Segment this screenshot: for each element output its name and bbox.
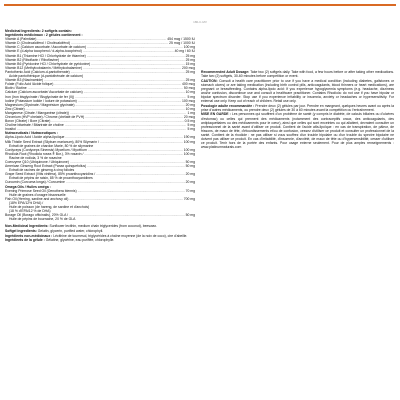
ingredient-name: Pantothenic Acid (Calcium-d-pantothenate) .....	[5, 70, 185, 74]
product-code: 180-C-MV	[193, 20, 207, 24]
ingredient-amount: 20 mg	[185, 102, 195, 107]
ingredient-amount: 5 mg	[187, 123, 195, 128]
ingredient-amount: 20 mg	[185, 180, 195, 185]
ingredient-name: Magnesium (Glycinate / Magnésium glycinate) .....	[5, 103, 185, 107]
ingredient-amount: 25 mg	[185, 69, 195, 74]
ingredient-amount: 100 mg	[183, 147, 195, 152]
ingredient-amount: 25 mg	[185, 78, 195, 83]
ingredient-name: Iron (Iron bisglycinate / Bisglycinate de fer (II)) .....	[5, 95, 186, 99]
fr-dosage-label: Posologie adulte recommandée :	[201, 103, 255, 108]
ingredient-subline: Huile de poisson (de hareng, de sardine et d'anchois)	[9, 205, 90, 210]
medicinal-title-fr: Ingrédients médicinaux : 2 gélules contiennent :	[5, 33, 83, 38]
ingredient-amount: 190 mg	[183, 135, 195, 140]
ingredient-name: Boron (Citrate) / Bore (Citrate) .....	[5, 119, 184, 123]
nutraceuticals-list	[5, 135, 195, 184]
ingredient-amount: 100 mg	[183, 45, 195, 50]
ingredient-name: Fish Oil (Herring, sardine and anchovy oil) .....	[5, 197, 183, 201]
ingredient-amount: 400 mcg	[181, 82, 195, 87]
ingredient-subline: (18% EPA/12% DHA) /	[9, 200, 44, 205]
ingredient-name: Evening Primrose Seed Oil (Oenothera biennis) .....	[5, 189, 185, 193]
ingredient-amount: 20 mcg	[183, 114, 195, 119]
nutraceuticals-title: Nutraceuticals / Nutraceutiques :	[5, 131, 58, 136]
gel-text-fr: Gélatine, glycérine, eau purifiée, chlorophylle.	[45, 238, 115, 243]
ingredient-subline: Huile de graines d'onagre bisannuelle	[9, 192, 66, 197]
ingredient-name: Zinc (Citrate) .....	[5, 107, 185, 111]
ingredient-amount: 100 mcg	[181, 98, 195, 103]
ingredient-amount: 10 mg	[185, 90, 195, 95]
ingredient-name: Vitamin B2 (Riboflavin / Riboflavine) .....	[5, 58, 185, 62]
ingredient-subline: Acide pantothénique (d-pantothénate de calcium)	[9, 74, 84, 79]
ingredient-amount: 40 mg / 60 IU	[174, 49, 195, 54]
ingredient-amount: 200 mcg	[181, 65, 195, 70]
ingredient-amount: 25 mg	[185, 57, 195, 62]
nmi-label-fr: Ingrédients non-médicinaux :	[5, 233, 53, 238]
dosage-label: Recommended Adult Dosage:	[201, 70, 250, 74]
ingredient-name: Vitamin B3 (Niacinamide) .....	[5, 78, 185, 82]
nmi-text-en: Sunflower lecithin, medium chain triglycerides (from coconut), beeswax.	[49, 224, 158, 229]
omega-list	[5, 189, 195, 222]
ingredient-amount: 25 mg	[185, 53, 195, 58]
ingredients-column	[5, 29, 195, 243]
ingredient-name: Biotin / Biotine .....	[5, 86, 183, 90]
ingredient-subline: Extrait de pépins de raisin, 85 % de proanthocyanidines	[9, 176, 93, 181]
ingredient-name: Iodine (Potassium iodide / Iodure de potassium) .....	[5, 99, 181, 103]
non-medicinal-block	[5, 224, 195, 242]
medicinal-title-en: Medicinal Ingredients: 2 softgels contain:	[5, 29, 72, 33]
ingredient-name: Manganese (Citrate / Manganèse (citrate)) .....	[5, 111, 186, 115]
dosage-text: Take two (2) softgels daily. Take with food, a few hours before or after taking other medications. Take two (2) softgels, 30-60 minutes before competition or event.	[201, 70, 394, 79]
ingredient-subline: (18 % d'EPA/12 % de DHA)	[9, 209, 51, 214]
fr-caution-text: Les personnes qui souffrent d'un problème de santé (y compris le diabète, de calculs biliaires ou d'ulcères d'estomac) ou celles qui prennent des médicaments (notamment des contraceptifs oraux, des anticoagulants, des antiplaquettaires ou des médicaments pour le cœur), ainsi que celles qui sont enceintes ou qui allaitent, devraient consulter un professionnel de la santé avant d'utiliser ce produit. Contient de l'acide alfa-lipoïque : en cas de transpiration, de pâleur, de frissons, de maux de tête, d'étourdissements et/ou de confusion, cessez d'utiliser ce produit et consulter un professionnel de la santé. Contient de la rhodiole : ne pas utiliser si vous souffrez d'un trouble bipolaire ou d'un trouble du spectre bipolaire ne doivent pas utiliser ce produit. En cas d'irritabilité, d'insomnie, d'anxiété, de maux de tête ou d'hypersensibilité, cesser d'utiliser ce produit. Tenir hors de la portée des enfants. Pour usage externe seulement. Pour de plus amples renseignements : www.platinumnaturals.com	[201, 112, 394, 150]
ingredient-name: Cordyceps (Cordyceps Sinensis) Mycelium / Mycélium .....	[5, 148, 183, 152]
ingredient-amount: 70 mg	[185, 188, 195, 193]
ingredient-name: Vitamin C (Calcium ascorbate / Ascorbate de calcium) .....	[5, 45, 183, 49]
ingredient-name: Rhodiola Root (Rhodiola rosea ® Bor.), 3% rosavin / .....	[5, 152, 183, 156]
gel-label-fr: Ingrédients de la gélule :	[5, 238, 45, 243]
ingredient-amount: 25 mcg / 1000 IU	[169, 41, 195, 46]
ingredient-name: Inositol .....	[5, 127, 186, 131]
ingredient-subline: Racine de rodiola, 3 % de rosavine	[9, 155, 62, 160]
nmi-text-fr: Lécithine de tournesol, triglycérides à chaîne moyenne (de la noix de coco), cire d'abeille.	[53, 233, 188, 238]
ingredient-name: Folate (Folic Acid /Acide folique) .....	[5, 82, 181, 86]
caution-text: Consult a health care practitioner prior to use if you have a medical condition (including diabetes, gallstones or stomach ulcers) or are taking medication (including birth control pills, anticoagulants, blood thinners or heart medications), are pregnant or breastfeeding. Contains alpha-lipoic acid: If you experience hypoglycemia symptoms (e.g. headache, dizziness and/or confusion, discontinue use and consult a healthcare practitioner. Contains Rhodiola: do not use if you have bipolar or bipolar spectrum disorder. Stop use if you experience irritability or insomnia, anxiety or headaches or hypersensitivity. For external use only. Keep out of reach of children. Retail use only.	[201, 78, 394, 104]
omega-title: Omega Oils / Huiles oméga :	[5, 184, 51, 189]
ingredient-amount: 5 mg	[187, 94, 195, 99]
ingredient-amount: 50 mg	[185, 213, 195, 218]
ingredient-name: Vitamin E (d-alpha tocopherol / d-alpha-tocophérol) .....	[5, 49, 174, 53]
ingredient-amount: 50 mg	[185, 164, 195, 169]
ingredient-name: Borage Oil (Borago officinalis), 20% GLA / .....	[5, 213, 185, 217]
directions-column	[201, 70, 394, 150]
ingredient-name: Calcium (Calcium ascorbate/ Ascorbate de calcium) .....	[5, 90, 185, 94]
ingredient-amount: 100 mg	[183, 151, 195, 156]
ingredient-amount: 5 mg	[187, 127, 195, 132]
ingredient-amount: 100 mg	[183, 139, 195, 144]
ingredient-amount: 20 mg	[185, 172, 195, 177]
softgel-text-en: Gelatin, glycerin, purified water, chlorophyll.	[37, 229, 104, 233]
ingredient-name: Alpha-Lipoic Acid / Acide alpha-lipoïque .....	[5, 135, 183, 139]
ingredient-name: Choline bitartrate / Bitartrate de choline .....	[5, 123, 186, 127]
ingredient-name: Milk Thistle Seed Extract (Silybum marianum), 80% Silymarin / .....	[5, 140, 183, 144]
ingredient-name: Vitamin D (Cholecalciferol / Cholécalciférol) .....	[5, 41, 168, 45]
ingredient-amount: 700 mg	[183, 196, 195, 201]
ingredient-row	[5, 180, 195, 184]
fr-caution-label: MISE EN GARDE :	[201, 112, 231, 117]
ingredient-amount: 50 mg	[185, 160, 195, 164]
ingredient-amount: 10 mg	[185, 106, 195, 111]
ingredient-name: Coenzyme Q10 (Ubiquinone / Ubiquinone) .....	[5, 160, 185, 164]
caution-label: CAUTION:	[201, 78, 218, 83]
ingredient-name: Grape Seed Extract (Vitis vinifera), 85% proanthocyanidins / .....	[5, 172, 185, 176]
softgel-label-en: Softgel ingredients:	[5, 229, 37, 233]
ingredient-name: Vitamin B1 (Thiamine HCl / Chlorhydrate de thiamine) .....	[5, 54, 185, 58]
ingredient-subline: Huile de pépins de bourrache, 20 % de GLA	[9, 217, 76, 222]
nmi-label-en: Non-Medicinal Ingredients:	[5, 224, 49, 229]
ingredient-name: Vitamin B6 (Pyridoxine HCl / Chlorhydrate de pyridoxine) .....	[5, 62, 185, 66]
top-accent-rule	[4, 4, 396, 6]
ingredient-name: Vitamin A (Palmitate) .....	[5, 37, 166, 41]
ingredient-amount: 1 mg	[187, 110, 195, 115]
ingredient-subline: Extrait de graines de chardon Marie, 80 % de silymarine	[9, 143, 94, 148]
medicinal-list	[5, 37, 195, 131]
ingredient-name: Curcumin (Curcuma longa) / Curcumine .....	[5, 180, 185, 184]
ingredient-amount: 15 mg	[185, 61, 195, 66]
ingredient-subline: Extrait de racines de ginseng à cinq folioles	[9, 168, 75, 173]
ingredient-amount: 0.5 mg	[184, 119, 195, 124]
ingredient-name: Vitamin B12 (Methylcobalamin / Méthylcobalamine) .....	[5, 66, 181, 70]
ingredient-name: American Ginseng Root Extract (Panax quinquefolius) .....	[5, 164, 185, 168]
fr-dosage-text: Prendre deux (2) gélules par jour. Prendre en mangeant, quelques heures avant ou après la prise d'autres médicaments, ou prendre deux (2) gélules de 30 à 60 minutes avant la compétition ou l'entraînement.	[201, 103, 394, 112]
ingredient-name: Chromium (HVP chelate) / Chrome (chélaté de PVH) .....	[5, 115, 183, 119]
ingredient-amount: 454 mcg / 1500 IU	[167, 37, 195, 42]
ingredient-amount: 50 mcg	[183, 86, 195, 91]
